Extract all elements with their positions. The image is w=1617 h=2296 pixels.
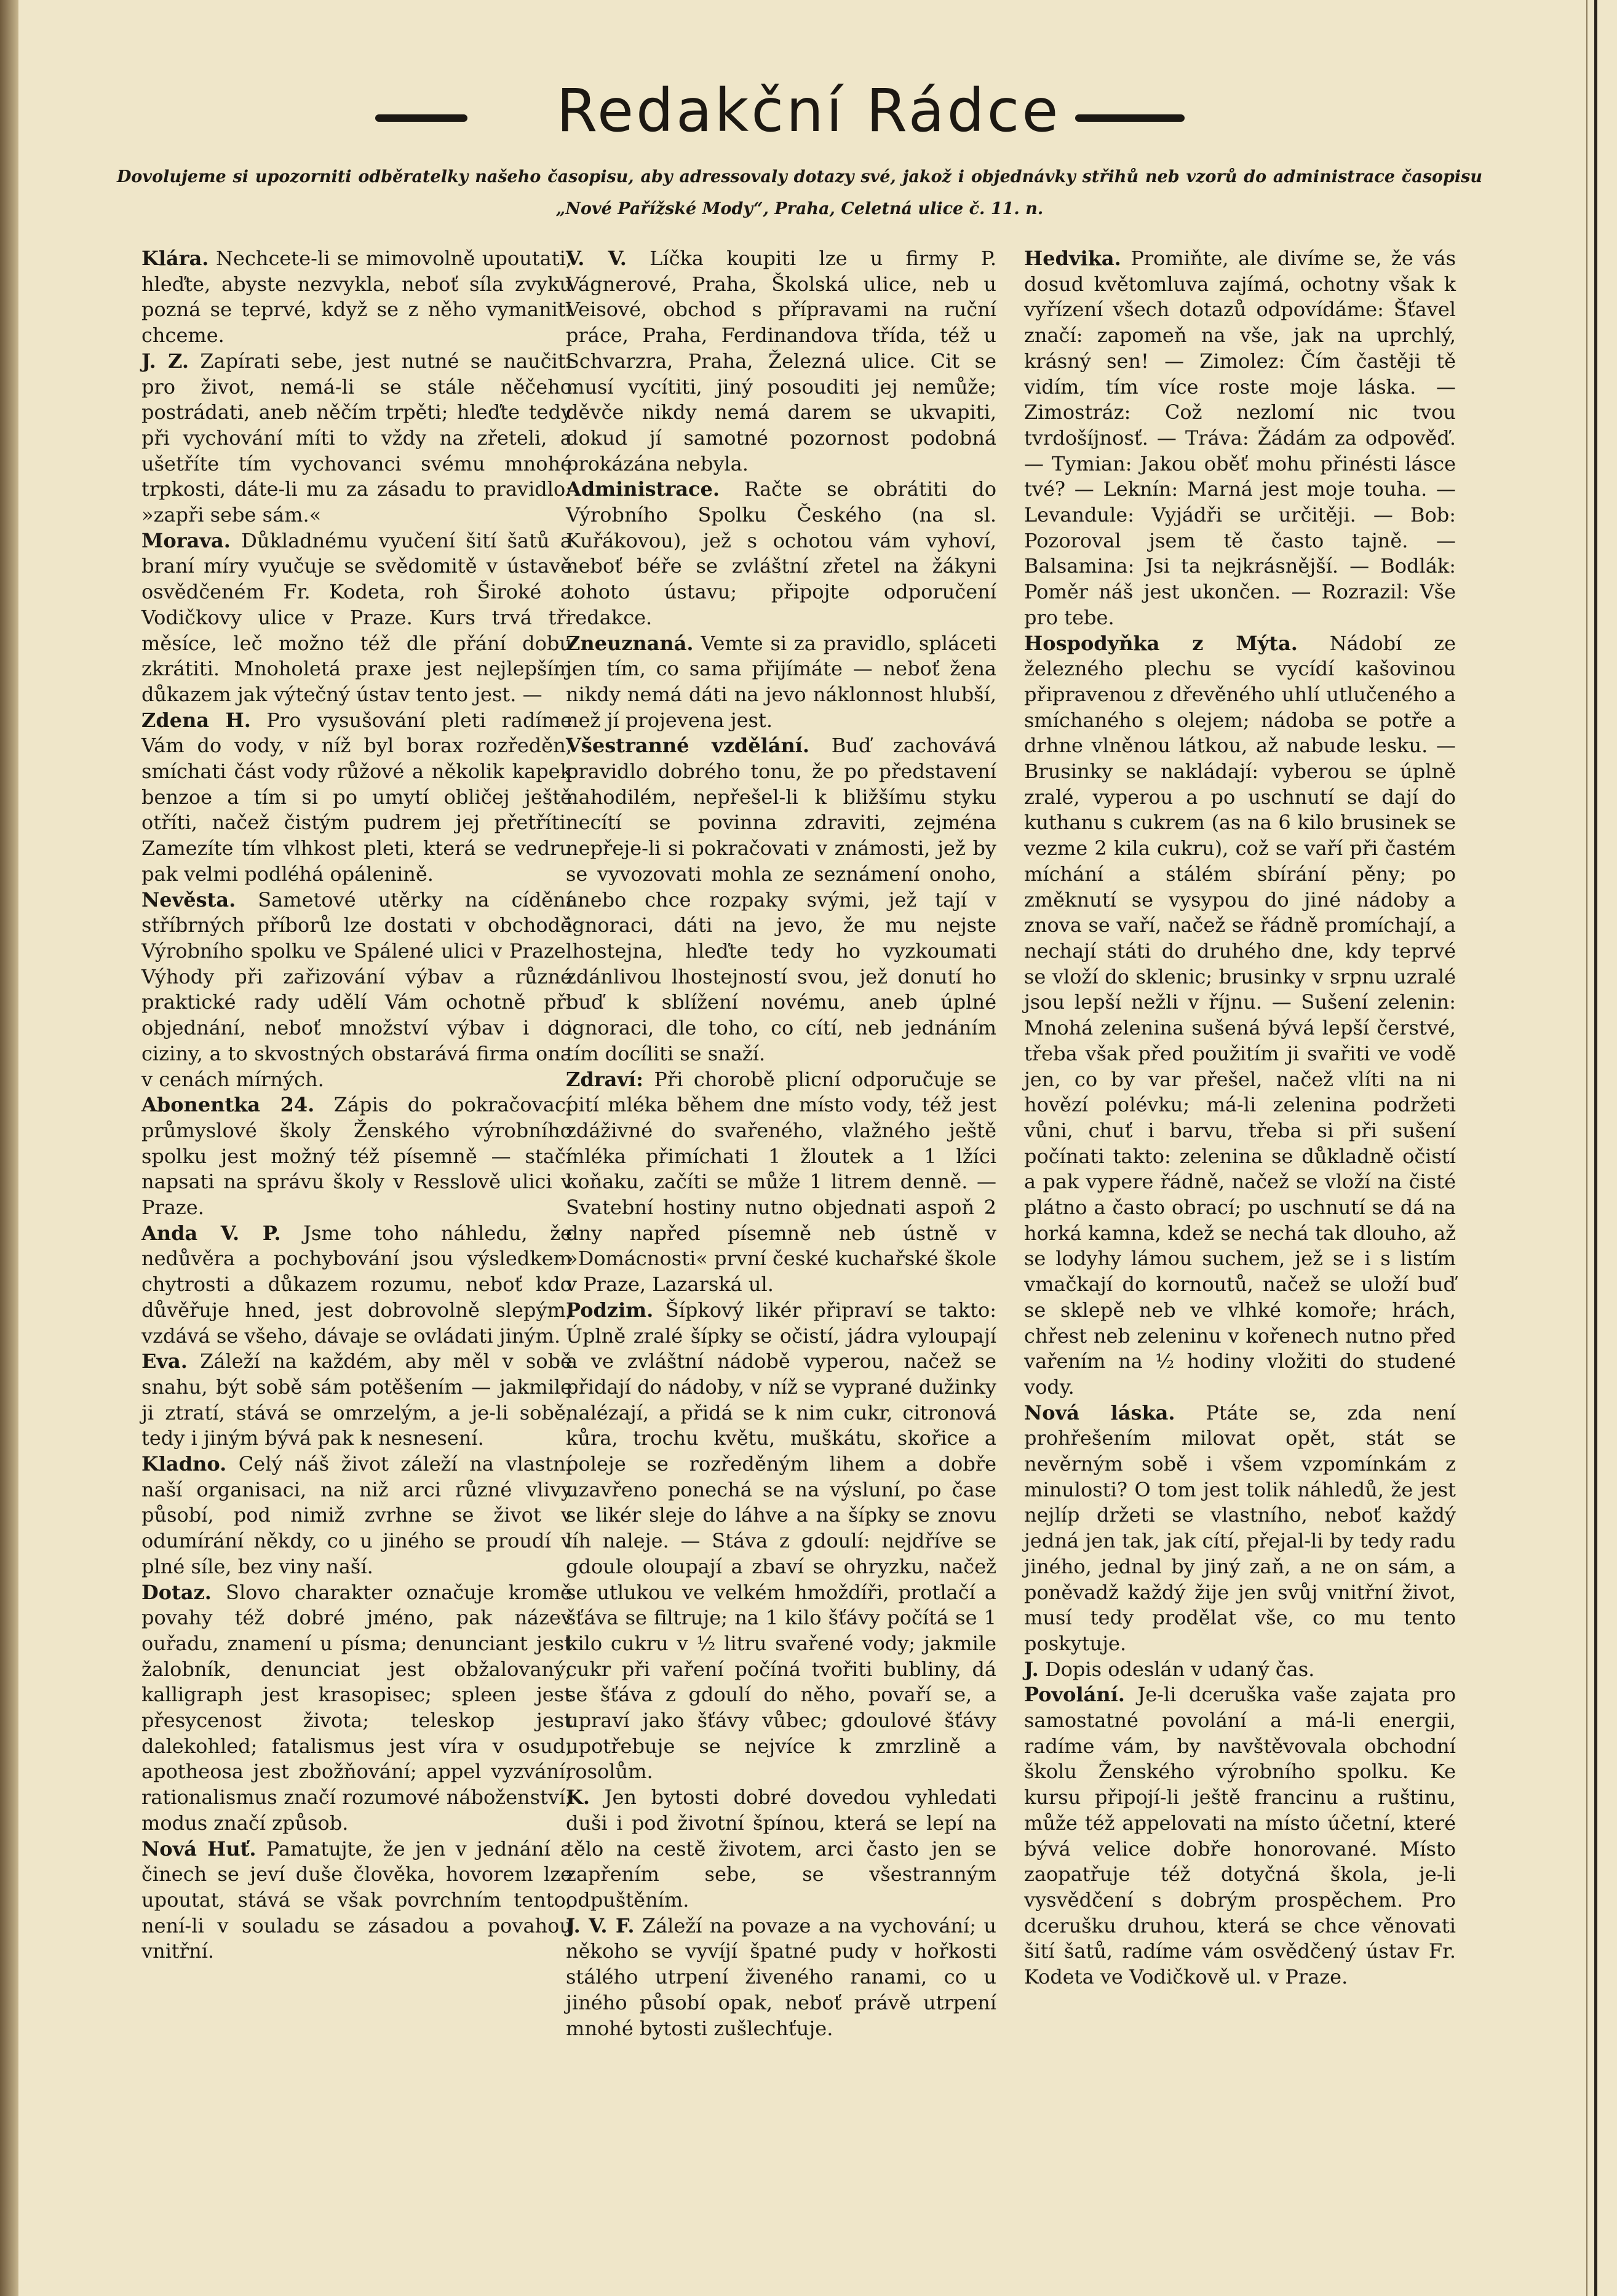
entry-text: Dopis odeslán v udaný čas. [1038, 1657, 1315, 1681]
entry-addressee: Všestranné vzdělání. [566, 734, 810, 758]
advice-entry [1024, 631, 1456, 1400]
entry-addressee: J. [1024, 1657, 1039, 1681]
entry-addressee: Podzim. [566, 1298, 654, 1322]
advice-entry [141, 349, 572, 528]
advice-entry [141, 888, 572, 1093]
entry-addressee: Klára. [141, 247, 209, 270]
advice-entry [566, 477, 996, 630]
entry-addressee: Hospodyňka z Mýta. [1024, 631, 1298, 655]
entry-addressee: Nevěsta. [141, 888, 236, 912]
entry-addressee: Zdena H. [141, 708, 251, 732]
entry-text: Buď zachovává pravidlo dobrého tonu, že po představení nahodilém, nepřešel-li k bližšímu styku necítí se povinna zdraviti, zejména nepřeje-li si pokračovati v známosti, jež by se vyvozovati mohla ze seznámení onoho, anebo chce rozpaky svými, jež tají v ignoraci, dáti na jevo, že mu nejste lhostejna, hleďte tedy ho vyzkoumati zdánlivou lhostejností svou, jež donutí ho buď k sblížení novému, aneb úplné ignoraci, dle toho, co cítí, neb jednáním tím docíliti se snaží. [566, 734, 997, 1065]
column-1 [141, 246, 572, 1964]
advice-entry [1024, 1657, 1456, 1683]
advice-entry [566, 1067, 996, 1298]
advice-entry [566, 246, 996, 477]
entry-addressee: Zneuznaná. [566, 631, 694, 655]
page-border-rule [1594, 0, 1597, 2296]
entry-text: Záleží na každém, aby měl v sobě snahu, být sobě sám potěšením — jakmile ji ztratí, stává se omrzelým, a je-li sobě, tedy i jiným bývá pak k nesnesení. [141, 1349, 572, 1450]
advice-entry [1024, 1682, 1456, 1990]
entry-text: Nádobí ze železného plechu se vycídí kašovinou připravenou z dřevěného uhlí utlučeného a smíchaného s olejem; nádoba se potře a drhne vlněnou látkou, až nabude lesku. — Brusinky se nakládají: vyberou se úplně zralé, vyperou a po uschnutí se dají do kuthanu s cukrem (as na 6 kilo brusinek se vezme 2 kila cukru), což se vaří při častém míchání a stálém sbírání pěny; po změknutí se vysypou do jiné nádoby a znova se vaří, načež se řádně promíchají, a nechají státi do druhého dne, kdy teprvé se vloží do sklenic; brusinky v srpnu uzralé jsou lepší nežli v říjnu. — Sušení zelenin: Mnohá zelenina sušená bývá lepší čerstvé, třeba však před použitím ji svařiti ve vodě jen, co by var přešel, načež vlíti na ni hovězí polévku; má-li zelenina podržeti vůni, chuť i barvu, třeba si při sušení počínati takto: zelenina se důkladně očistí a pak vypere řádně, načež se vloží na čisté plátno a často obrací; po uschnutí se dá na horká kamna, kdež se nechá tak dlouho, až se lodyhy lámou suchem, jež se i s listím vmačkají do kornoutů, načež se uloží buď se sklepě neb ve vlhké komoře; hrách, chřest neb zeleninu v kořenech nutno před vařením na ½ hodiny vložiti do studené vody. [1024, 631, 1456, 1399]
column-2 [566, 246, 996, 2041]
advice-entry [141, 528, 572, 708]
entry-text: Důkladnému vyučení šití šatů a braní míry vyučuje se svědomitě v ústavě osvědčeném Fr. Kodeta, roh Široké a Vodičkovy ulice v Praze. Kurs trvá tři měsíce, leč možno též dle přání dobu zkrátiti. Mnoholetá praxe jest nejlepším důkazem jak výtečný ústav tento jest. — [141, 528, 572, 706]
entry-text: Celý náš život záleží na vlastní naší organisaci, na niž arci různé vlivy působí, pod nimiž zvrhne se život v odumírání někdy, co u jiného se proudí v plné síle, bez viny naší. [141, 1452, 572, 1578]
advice-entry [141, 1580, 572, 1837]
entry-text: Račte se obrátiti do Výrobního Spolku Českého (na sl. Kuřákovou), jež s ochotou vám vyhoví, neboť béře se zvláštní zřetel na žákyni tohoto ústavu; připojte odporučení redakce. [566, 477, 996, 629]
entry-addressee: K. [566, 1786, 590, 1809]
intro-notice: Dovolujeme si upozorniti odběratelky našeho časopisu, aby adressovaly dotazy své, jakož i objednávky střihů neb vzorů do administrace časopisu „Nové Pařížské Mody“, Praha, Celetná ulice č. 11. n. [117, 167, 1482, 218]
entry-text: Jsme toho náhledu, že nedůvěra a pochybování jsou výsledkem chytrosti a důkazem rozumu, neboť kdo důvěřuje hned, jest dobrovolně slepým, vzdává se všeho, dávaje se ovládati jiným. [141, 1221, 572, 1348]
entry-text: Pro vysušování pleti radíme Vám do vody, v níž byl borax rozředěn, smíchati část vody růžové a několik kapek benzoe a tím si po umytí obličej ještě otříti, načež čistým pudrem jej přetříti. Zamezíte tím vlhkost pleti, která se vedru pak velmi podléhá opálenině. [141, 708, 573, 886]
entry-addressee: J. V. F. [566, 1913, 635, 1937]
entry-text: Jen bytosti dobré dovedou vyhledati duši i pod životní špínou, která se lepí na tělo na cestě životem, arci často jen se zapřením sebe, se všestranným odpuštěním. [566, 1786, 996, 1912]
entry-text: Sametové utěrky na cídění stříbrných příborů lze dostati v obchodě Výrobního spolku ve Spálené ulici v Praze. Výhody při zařizování výbav a různé praktické rady udělí Vám ochotně při objednání, neboť množství výbav i do ciziny, a to skvostných obstarává firma ona v cenách mírných. [141, 888, 572, 1091]
entry-text: Ptáte se, zda není prohřešením milovat opět, stát se nevěrným sobě i všem vzpomínkám z minulosti? O tom jest tolik náhledů, že jest nejlíp držeti se vlastního, neboť každý jedná jen tak, jak cítí, přejal-li by tedy radu jiného, jednal by jiný zaň, a ne on sám, a poněvadž každý žije jen svůj vnitřní život, musí tedy prodělat vše, co mu tento poskytuje. [1024, 1400, 1456, 1655]
entry-text: Vemte si za pravidlo, spláceti jen tím, co sama přijímáte — neboť žena nikdy nemá dáti na jevo náklonnost hlubší, než jí projevena jest. [566, 631, 996, 732]
book-spine [0, 0, 18, 2296]
advice-entry [141, 246, 572, 349]
entry-addressee: Nová láska. [1024, 1400, 1175, 1424]
entry-addressee: Povolání. [1024, 1683, 1125, 1707]
advice-entry [141, 1837, 572, 1965]
header [0, 74, 1617, 148]
advice-entry [566, 733, 996, 1067]
advice-entry [566, 1298, 996, 1785]
advice-entry [141, 1452, 572, 1580]
entry-addressee: Abonentka 24. [141, 1093, 315, 1117]
entry-text: Šípkový likér připraví se takto: Úplně zralé šípky se očistí, jádra vyloupají a ve zvláštní nádobě vyperou, načež se přidají do nádoby, v níž se vyprané dužinky nalézají, a přidá se k nim cukr, citronová kůra, trochu květu, muškátu, skořice a poleje se rozředěným lihem a dobře uzavřeno ponechá se na výsluní, po čase se likér sleje do láhve a na šípky se znovu líh naleje. — Stáva z gdoulí: nejdříve se gdoule oloupají a zbaví se ohryzku, načež se utlukou ve velkém hmoždíři, protlačí a šťáva se filtruje; na 1 kilo šťávy počítá se 1 kilo cukru v ½ litru svařené vody; jakmile cukr při vaření počíná tvořiti bubliny, dá se šťáva z gdoulí do něho, povaří se, a upraví jako šťávy vůbec; gdoulové šťávy upotřebuje se nejvíce k zmrzlině a rosolům. [566, 1298, 996, 1784]
entry-addressee: J. Z. [141, 349, 189, 373]
advice-entry [141, 708, 572, 888]
entry-addressee: Morava. [141, 528, 231, 552]
entry-text: Promiňte, ale divíme se, že vás dosud květomluva zajímá, ochotny však k vyřízení všech dotazů odpovídáme: Šťavel značí: zapomeň na vše, jak na uprchlý, krásný sen! — Zimolez: Čím častěji tě vidím, tím více roste moje láska. — Zimostráz: Což nezlomí nic tvou tvrdošíjnosť. — Tráva: Žádám za odpověď. — Tymian: Jakou oběť mohu přinésti lásce tvé? — Leknín: Marná jest moje touha. — Levandule: Vyjádři se určitěji. — Bob: Pozoroval jsem tě často tajně. — Balsamina: Jsi ta nejkrásnější. — Bodlák: Poměr náš jest ukončen. — Rozrazil: Vše pro tebe. [1024, 247, 1456, 629]
entry-addressee: Zdraví: [566, 1067, 643, 1091]
entry-addressee: Eva. [141, 1349, 188, 1373]
entry-text: Je-li dceruška vaše zajata pro samostatné povolání a má-li energii, radíme vám, by navštěvovala obchodní školu Ženského výrobního spolku. Ke kursu připojí-li ještě francinu a ruštinu, může též appelovati na místo účetní, které bývá velice dobře honorované. Místo zaopatřuje též dotyčná škola, je-li vysvědčení s dobrým prospěchem. Pro dcerušku druhou, která se chce věnovati šití šatů, radíme vám osvědčený ústav Fr. Kodeta ve Vodičkově ul. v Praze. [1024, 1683, 1456, 1989]
advice-entry [141, 1349, 572, 1452]
entry-text: Nechcete-li se mimovolně upoutati, hleďte, abyste nezvykla, neboť síla zvyku pozná se teprvé, když se z něho vymaniti chceme. [141, 247, 572, 348]
advice-entry [141, 1092, 572, 1221]
entry-addressee: Nová Huť. [141, 1837, 256, 1861]
entry-text: Při chorobě plicní odporučuje se pití mléka během dne místo vody, též jest zdáživné do svařeného, vlažného ještě mléka přimíchati 1 žloutek a 1 lžíci koňaku, začíti se může 1 litrem denně. — Svatební hostiny nutno objednati aspoň 2 dny napřed písemně neb ústně v »Domácnosti« první české kuchařské škole v Praze, Lazarská ul. [566, 1067, 996, 1297]
entry-text: Slovo charakter označuje kromě povahy též dobré jméno, pak název ouřadu, znamení u písma; denunciant jest žalobník, denunciat jest obžalovaný; kalligraph jest krasopisec; spleen jest přesycenost života; teleskop jest dalekohled; fatalismus jest víra v osud; apotheosa jest zbožňování; appel vyzvání; rationalismus značí rozumové náboženství; modus značí způsob. [141, 1580, 572, 1835]
advice-entry [566, 1913, 996, 2042]
page-border-rule-thin [1586, 0, 1587, 2296]
entry-addressee: Administrace. [566, 477, 720, 501]
entry-addressee: Hedvika. [1024, 247, 1121, 270]
entry-text: Líčka koupiti lze u firmy P. Vágnerové, Praha, Školská ulice, neb u Veisové, obchod s přípravami na ruční práce, Praha, Ferdinandova třída, též u Schvarzra, Praha, Železná ulice. Cit se musí vycítiti, jiný posouditi jej nemůže; děvče nikdy nemá darem se ukvapiti, dokud jí samotné pozornost podobná prokázána nebyla. [566, 247, 997, 475]
advice-entry [141, 1221, 572, 1349]
column-3 [1024, 246, 1456, 1990]
advice-entry [1024, 246, 1456, 631]
entry-text: Zapírati sebe, jest nutné se naučiti pro život, nemá-li se stále něčeho postrádati, aneb něčím trpěti; hleďte tedy při vychování míti to vždy na zřeteli, a ušetříte tím vychovanci svému mnohé trpkosti, dáte-li mu za zásadu to pravidlo: »zapři sebe sám.« [141, 349, 573, 527]
advice-entry [566, 631, 996, 734]
advice-entry [566, 1785, 996, 1913]
title-ornament-right [1075, 114, 1185, 122]
entry-addressee: Anda V. P. [141, 1221, 281, 1245]
entry-text: Zápis do pokračovací průmyslové školy Ženského výrobního spolku jest možný též písemně — stačí napsati na správu školy v Resslově ulici v Praze. [141, 1093, 573, 1220]
entry-text: Záleží na povaze a na vychování; u někoho se vyvíjí špatné pudy v hořkosti stálého utrpení živeného ranami, co u jiného působí opak, neboť právě utrpení mnohé bytosti zušlechťuje. [566, 1913, 997, 2040]
advice-entry [1024, 1400, 1456, 1657]
page-title: Redakční Rádce [556, 76, 1061, 145]
entry-addressee: Dotaz. [141, 1580, 212, 1604]
entry-addressee: Kladno. [141, 1452, 227, 1476]
entry-addressee: V. V. [566, 247, 627, 270]
entry-text: Pamatujte, že jen v jednání a činech se jeví duše člověka, hovorem lze upoutat, stává se však povrchním tento, není-li v souladu se zásadou a povahou vnitřní. [141, 1837, 573, 1963]
